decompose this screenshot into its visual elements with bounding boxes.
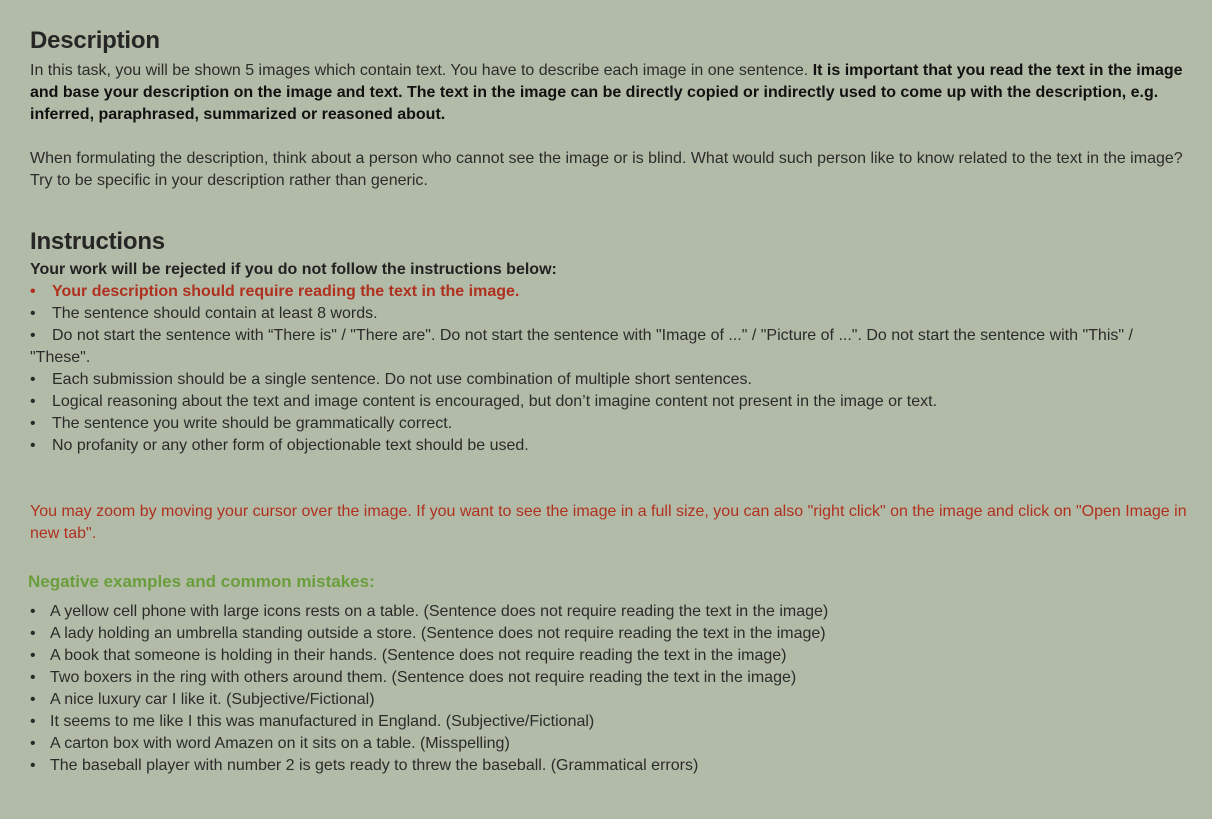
negative-example-text: A carton box with word Amazen on it sits on a table. (Misspelling) (50, 735, 510, 752)
negative-example-item (30, 711, 1190, 733)
rule-item (30, 369, 1190, 391)
bullet-icon: • (30, 625, 36, 642)
rule-item (30, 325, 1190, 369)
bullet-icon: • (30, 647, 36, 664)
bullet-icon: • (30, 327, 36, 344)
negative-example-item (30, 601, 1190, 623)
rule-item (30, 435, 1190, 457)
rule-text: The sentence you write should be grammatically correct. (52, 415, 453, 432)
zoom-note: You may zoom by moving your cursor over the image. If you want to see the image in a full size, you can also "right click" on the image and click on "Open Image in new tab". (30, 503, 1187, 542)
bullet-icon: • (30, 283, 36, 300)
bullet-icon: • (30, 371, 36, 388)
description-intro-bold: It is important that you read the text in the image and base your description on the image and text. The text in the image can be directly copied or indirectly used to come up with the description, e.g. inferred, paraphrased, summarized or reasoned about. (30, 62, 1183, 123)
negative-example-text: A yellow cell phone with large icons rests on a table. (Sentence does not require reading the text in the image) (50, 603, 829, 620)
rule-item (30, 413, 1190, 435)
description-heading: Description (30, 27, 160, 54)
negative-example-text: It seems to me like I this was manufactured in England. (Subjective/Fictional) (50, 713, 595, 730)
rule-text: Logical reasoning about the text and image content is encouraged, but don’t imagine content not present in the image or text. (52, 393, 938, 410)
rules-list (30, 281, 1190, 457)
negative-examples-heading: Negative examples and common mistakes: (28, 572, 375, 591)
rule-item (30, 391, 1190, 413)
negative-example-item (30, 623, 1190, 645)
bullet-icon: • (30, 437, 36, 454)
negative-example-text: A book that someone is holding in their hands. (Sentence does not require reading the text in the image) (50, 647, 787, 664)
negative-example-item (30, 689, 1190, 711)
rule-item (30, 281, 1190, 303)
rule-text: Your description should require reading the text in the image. (52, 283, 520, 300)
negative-example-text: The baseball player with number 2 is gets ready to threw the baseball. (Grammatical errors) (50, 757, 699, 774)
rule-text: The sentence should contain at least 8 words. (52, 305, 378, 322)
negative-example-item (30, 667, 1190, 689)
description-intro (30, 60, 1190, 126)
rule-text: Each submission should be a single sentence. Do not use combination of multiple short sentences. (52, 371, 752, 388)
instructions-page (30, 22, 1190, 777)
negative-example-text: A nice luxury car I like it. (Subjective/Fictional) (50, 691, 375, 708)
bullet-icon: • (30, 305, 36, 322)
rule-item (30, 303, 1190, 325)
negative-example-item (30, 645, 1190, 667)
bullet-icon: • (30, 735, 36, 752)
instructions-heading: Instructions (30, 228, 165, 255)
description-intro-plain: In this task, you will be shown 5 images which contain text. You have to describe each image in one sentence. (30, 62, 813, 79)
negative-example-text: Two boxers in the ring with others around them. (Sentence does not require reading the text in the image) (50, 669, 797, 686)
bullet-icon: • (30, 757, 36, 774)
negative-example-item (30, 733, 1190, 755)
description-paragraph-blind: When formulating the description, think about a person who cannot see the image or is blind. What would such person like to know related to the text in the image? Try to be specific in your description rather than generic. (30, 150, 1183, 189)
rule-text: Do not start the sentence with “There is" / "There are". Do not start the sentence with "Image of ..." / "Picture of ...". Do not start the sentence with "This" / "These". (30, 327, 1133, 366)
bullet-icon: • (30, 713, 36, 730)
bullet-icon: • (30, 669, 36, 686)
bullet-icon: • (30, 415, 36, 432)
reject-warning: Your work will be rejected if you do not follow the instructions below: (30, 261, 557, 278)
negative-example-item (30, 755, 1190, 777)
bullet-icon: • (30, 691, 36, 708)
negative-example-text: A lady holding an umbrella standing outside a store. (Sentence does not require reading the text in the image) (50, 625, 826, 642)
negative-examples-list (30, 601, 1190, 777)
bullet-icon: • (30, 393, 36, 410)
rule-text: No profanity or any other form of objectionable text should be used. (52, 437, 529, 454)
bullet-icon: • (30, 603, 36, 620)
